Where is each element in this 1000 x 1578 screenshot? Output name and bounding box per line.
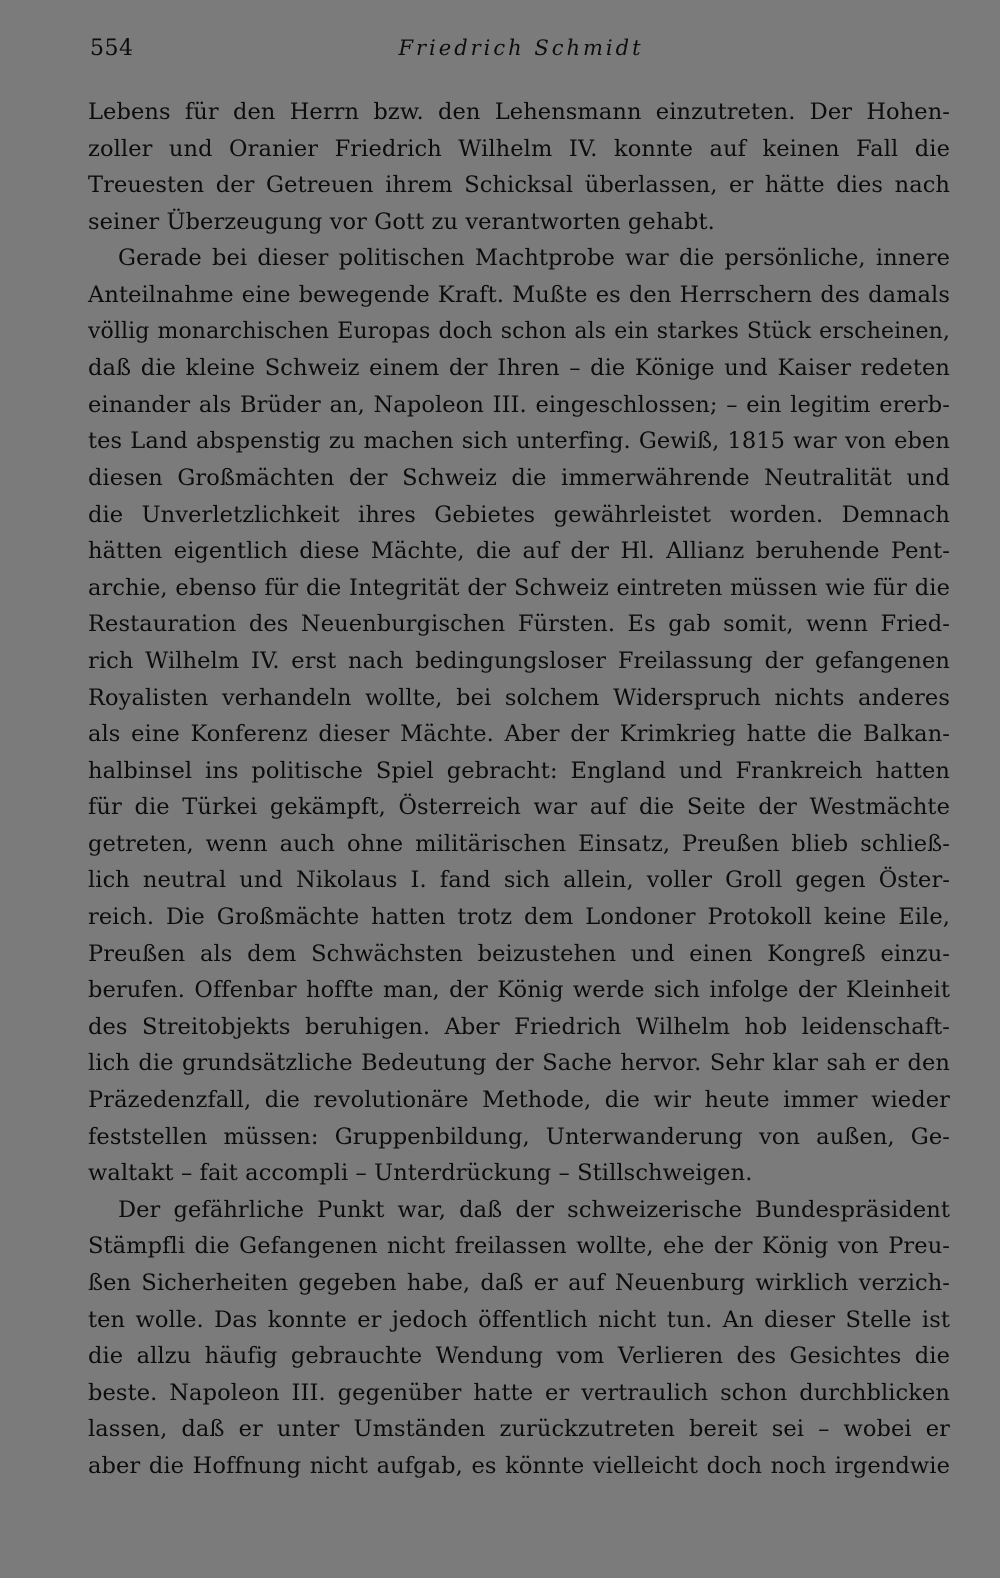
text-line: archie, ebenso für die Integrität der Schweiz eintreten müssen wie für die [88, 574, 950, 601]
text-line: tes Land abspenstig zu machen sich unterfing. Gewiß, 1815 war von eben [88, 428, 950, 455]
text-line: Präzedenzfall, die revolutionäre Methode, die wir heute immer wieder [88, 1087, 950, 1114]
running-title: Friedrich Schmidt [398, 36, 644, 60]
text-line: ten wolle. Das konnte er jedoch öffentlich nicht tun. An dieser Stelle ist [88, 1306, 950, 1333]
text-line: für die Türkei gekämpft, Österreich war auf die Seite der Westmächte [88, 794, 950, 821]
text-line: Treuesten der Getreuen ihrem Schicksal überlassen, er hätte dies nach [88, 172, 950, 199]
text-line: Restauration des Neuenburgischen Fürsten. Es gab somit, wenn Fried- [88, 611, 950, 638]
text-line: hätten eigentlich diese Mächte, die auf der Hl. Allianz beruhende Pent- [88, 538, 950, 565]
page-number: 554 [90, 36, 134, 61]
text-line: einander als Brüder an, Napoleon III. eingeschlossen; – ein legitim ererb- [88, 391, 950, 418]
text-line: ßen Sicherheiten gegeben habe, daß er auf Neuenburg wirklich verzich- [88, 1270, 950, 1296]
text-line: feststellen müssen: Gruppenbildung, Unterwanderung von außen, Ge- [88, 1123, 950, 1150]
text-line: diesen Großmächten der Schweiz die immerwährende Neutralität und [88, 464, 950, 491]
text-line: seiner Überzeugung vor Gott zu verantworten gehabt. [88, 208, 715, 235]
text-line: lassen, daß er unter Umständen zurückzutreten bereit sei – wobei er [88, 1416, 950, 1443]
text-line: Lebens für den Herrn bzw. den Lehensmann einzutreten. Der Hohen- [88, 99, 950, 125]
body-text [88, 94, 950, 1485]
text-line: getreten, wenn auch ohne militärischen Einsatz, Preußen blieb schließ- [88, 830, 950, 857]
text-line: rich Wilhelm IV. erst nach bedingungsloser Freilassung der gefangenen [88, 647, 950, 674]
text-line: Gerade bei dieser politischen Machtprobe war die persönliche, innere [118, 245, 950, 272]
text-line: lich die grundsätzliche Bedeutung der Sache hervor. Sehr klar sah er den [88, 1050, 950, 1077]
text-line: Der gefährliche Punkt war, daß der schweizerische Bundespräsident [118, 1196, 950, 1223]
text-line: die Unverletzlichkeit ihres Gebietes gewährleistet worden. Demnach [88, 501, 950, 528]
text-line: berufen. Offenbar hoffte man, der König werde sich infolge der Kleinheit [88, 977, 950, 1004]
text-line: Stämpfli die Gefangenen nicht freilassen wollte, ehe der König von Preu- [88, 1233, 950, 1260]
text-line: Royalisten verhandeln wollte, bei solchem Widerspruch nichts anderes [88, 684, 950, 711]
text-line: Anteilnahme eine bewegende Kraft. Mußte es den Herrschern des damals [88, 281, 950, 308]
text-line: reich. Die Großmächte hatten trotz dem Londoner Protokoll keine Eile, [88, 904, 950, 931]
text-line: die allzu häufig gebrauchte Wendung vom Verlieren des Gesichtes die [88, 1343, 950, 1370]
text-line: zoller und Oranier Friedrich Wilhelm IV. konnte auf keinen Fall die [88, 135, 950, 162]
text-line: waltakt – fait accompli – Unterdrückung – Stillschweigen. [88, 1160, 753, 1187]
page-header [90, 36, 952, 70]
text-line: halbinsel ins politische Spiel gebracht: England und Frankreich hatten [88, 757, 950, 784]
text-line: lich neutral und Nikolaus I. fand sich allein, voller Groll gegen Öster- [88, 867, 950, 894]
text-line: daß die kleine Schweiz einem der Ihren – die Könige und Kaiser redeten [88, 355, 950, 382]
text-line: beste. Napoleon III. gegenüber hatte er vertraulich schon durchblicken [88, 1379, 950, 1406]
text-line: aber die Hoffnung nicht aufgab, es könnte vielleicht doch noch irgendwie [88, 1452, 950, 1479]
text-line: völlig monarchischen Europas doch schon als ein starkes Stück erscheinen, [88, 318, 950, 344]
text-line: Preußen als dem Schwächsten beizustehen und einen Kongreß einzu- [88, 940, 950, 967]
text-line: des Streitobjekts beruhigen. Aber Friedrich Wilhelm hob leidenschaft- [88, 1013, 950, 1040]
text-line: als eine Konferenz dieser Mächte. Aber der Krimkrieg hatte die Balkan- [88, 721, 950, 748]
